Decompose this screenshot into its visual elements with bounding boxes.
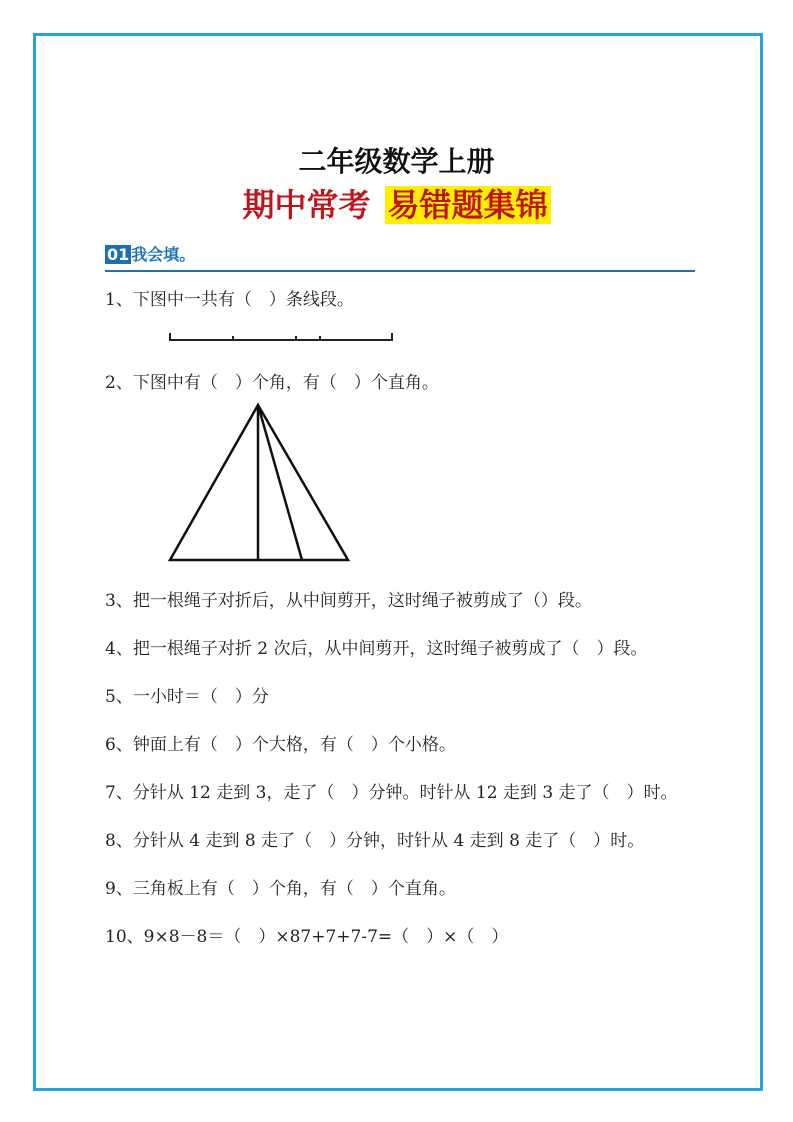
line-segment-figure: [170, 333, 392, 341]
question-7: 7、分针从 12 走到 3，走了（ ）分钟。时针从 12 走到 3 走了（ ）时。: [105, 783, 678, 803]
section-label: 我会填。: [131, 245, 196, 264]
question-1: 1、下图中一共有（ ）条线段。: [105, 290, 354, 310]
question-6: 6、钟面上有（ ）个大格，有（ ）个小格。: [105, 735, 456, 755]
subtitle-highlight: 易错题集锦: [385, 186, 551, 224]
triangle-figure: [170, 405, 348, 560]
section-number: 01: [107, 245, 130, 264]
question-10: 10、9×8－8＝（ ）×87+7+7-7=（ ）×（ ）: [105, 927, 509, 947]
question-2: 2、下图中有（ ）个角，有（ ）个直角。: [105, 373, 439, 393]
question-3: 3、把一根绳子对折后，从中间剪开，这时绳子被剪成了（）段。: [105, 591, 592, 611]
subtitle-left: 期中常考: [242, 186, 371, 224]
question-5: 5、一小时＝（ ）分: [105, 687, 269, 707]
question-9: 9、三角板上有（ ）个角，有（ ）个直角。: [105, 879, 456, 899]
question-4: 4、把一根绳子对折 2 次后，从中间剪开，这时绳子被剪成了（ ）段。: [105, 639, 648, 659]
question-8: 8、分针从 4 走到 8 走了（ ）分钟，时针从 4 走到 8 走了（ ）时。: [105, 831, 645, 851]
page-title: 二年级数学上册: [298, 145, 495, 178]
